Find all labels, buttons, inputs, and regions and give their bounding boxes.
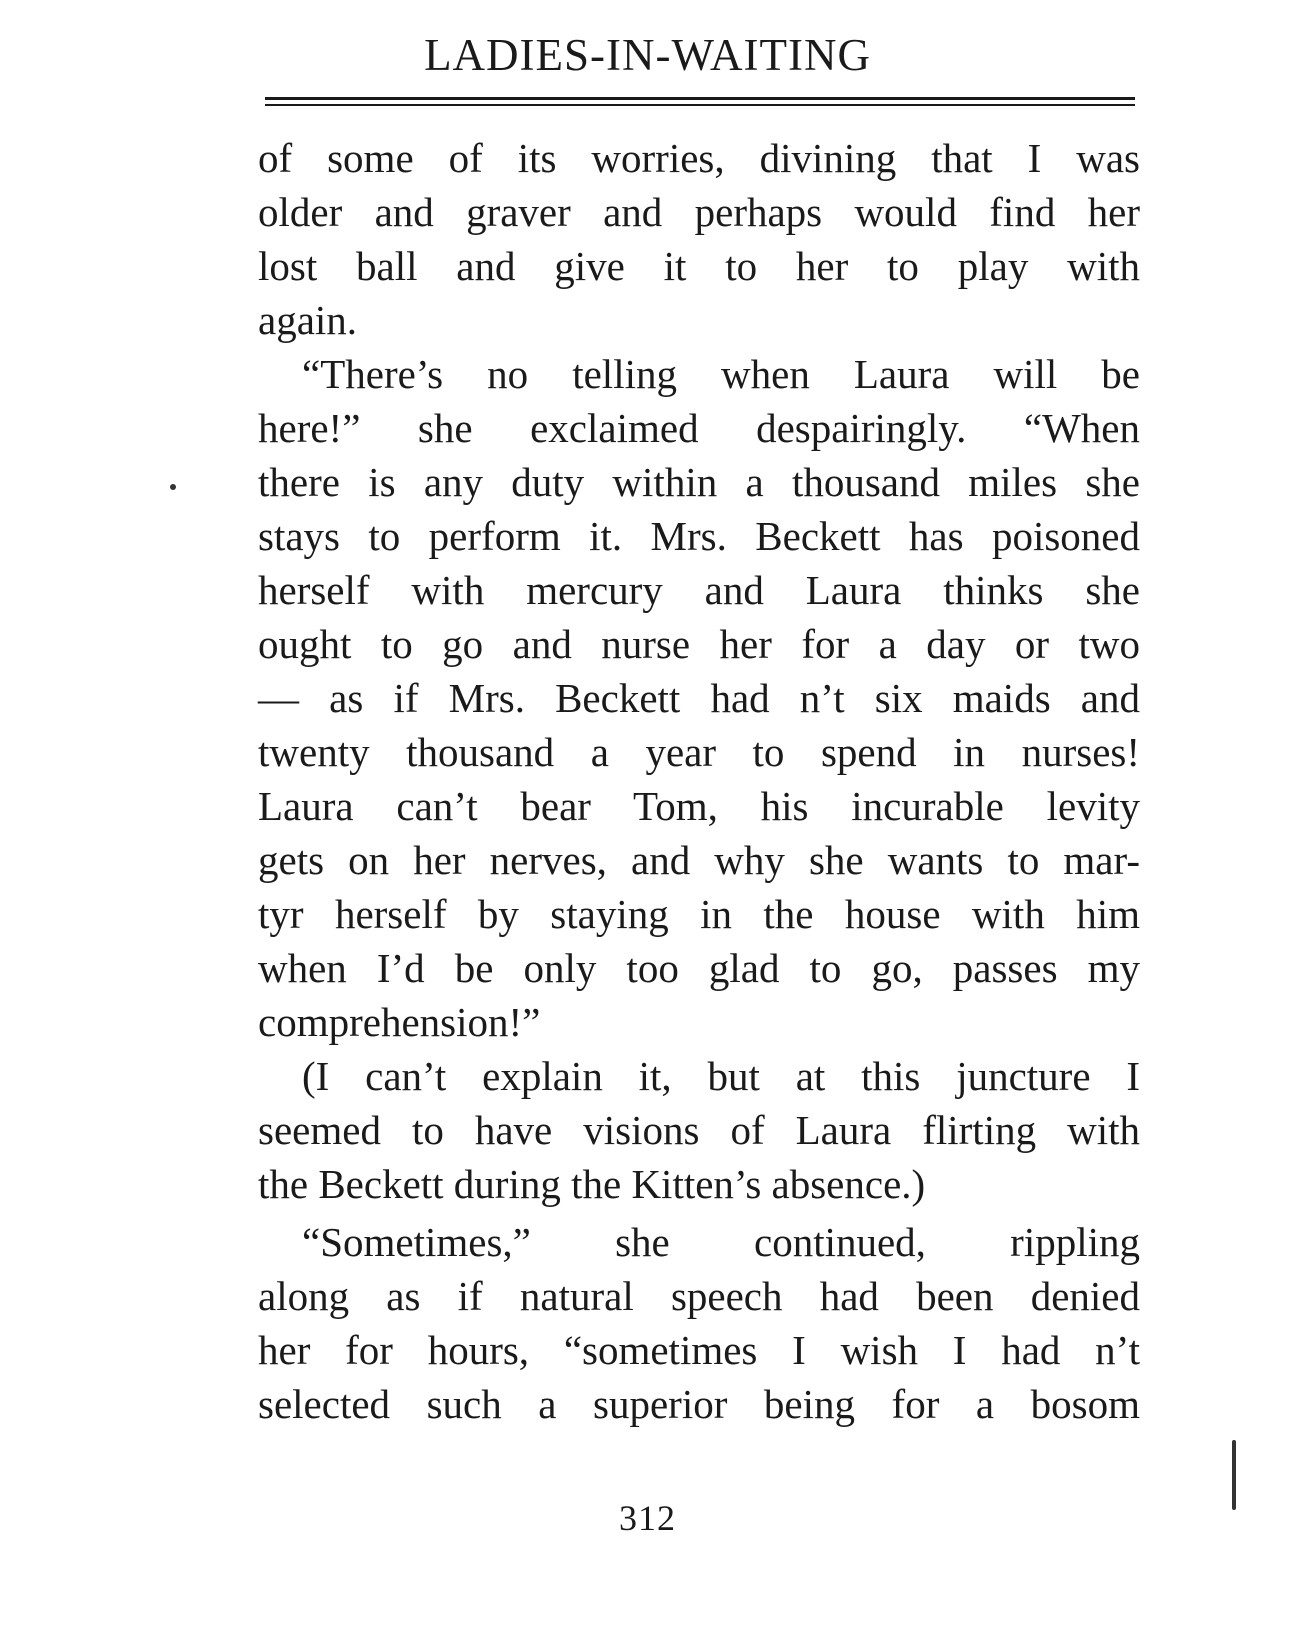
text-line: (I can’t explain it, but at this juncture I bbox=[302, 1053, 1140, 1099]
text-line: Laura can’t bear Tom, his incurable levity bbox=[258, 783, 1140, 829]
text-line: the Beckett during the Kitten’s absence.) bbox=[258, 1161, 926, 1207]
text-line: lost ball and give it to her to play with bbox=[258, 243, 1140, 289]
text-line: again. bbox=[258, 297, 358, 343]
page-number: 312 bbox=[619, 1498, 676, 1538]
text-line: selected such a superior being for a bosom bbox=[258, 1381, 1140, 1427]
text-line: older and graver and perhaps would find her bbox=[258, 189, 1140, 235]
text-line: here!” she exclaimed despairingly. “When bbox=[258, 405, 1140, 451]
text-line: “Sometimes,” she continued, rippling bbox=[302, 1219, 1140, 1265]
text-line: her for hours, “sometimes I wish I had n’t bbox=[258, 1327, 1140, 1373]
text-line: “There’s no telling when Laura will be bbox=[302, 351, 1140, 397]
header-rule-thick bbox=[265, 97, 1135, 100]
text-line: herself with mercury and Laura thinks she bbox=[258, 567, 1140, 613]
text-line: gets on her nerves, and why she wants to mar- bbox=[258, 837, 1140, 883]
text-line: tyr herself by staying in the house with him bbox=[258, 891, 1140, 937]
scan-speck bbox=[1232, 1440, 1236, 1510]
scan-speck bbox=[170, 484, 176, 490]
text-line: ought to go and nurse her for a day or two bbox=[258, 621, 1140, 667]
text-line: — as if Mrs. Beckett had n’t six maids and bbox=[258, 675, 1140, 721]
text-line: when I’d be only too glad to go, passes my bbox=[258, 945, 1140, 991]
text-line: stays to perform it. Mrs. Beckett has poisoned bbox=[258, 513, 1140, 559]
header-rule-thin bbox=[265, 104, 1135, 106]
text-line: seemed to have visions of Laura flirting with bbox=[258, 1107, 1140, 1153]
text-line: comprehension!” bbox=[258, 999, 541, 1045]
body-text bbox=[258, 131, 1140, 1431]
text-line: of some of its worries, divining that I was bbox=[258, 135, 1140, 181]
running-head: LADIES-IN-WAITING bbox=[424, 30, 871, 80]
text-line: there is any duty within a thousand miles she bbox=[258, 459, 1140, 505]
text-line: along as if natural speech had been denied bbox=[258, 1273, 1140, 1319]
text-line: twenty thousand a year to spend in nurses! bbox=[258, 729, 1140, 775]
